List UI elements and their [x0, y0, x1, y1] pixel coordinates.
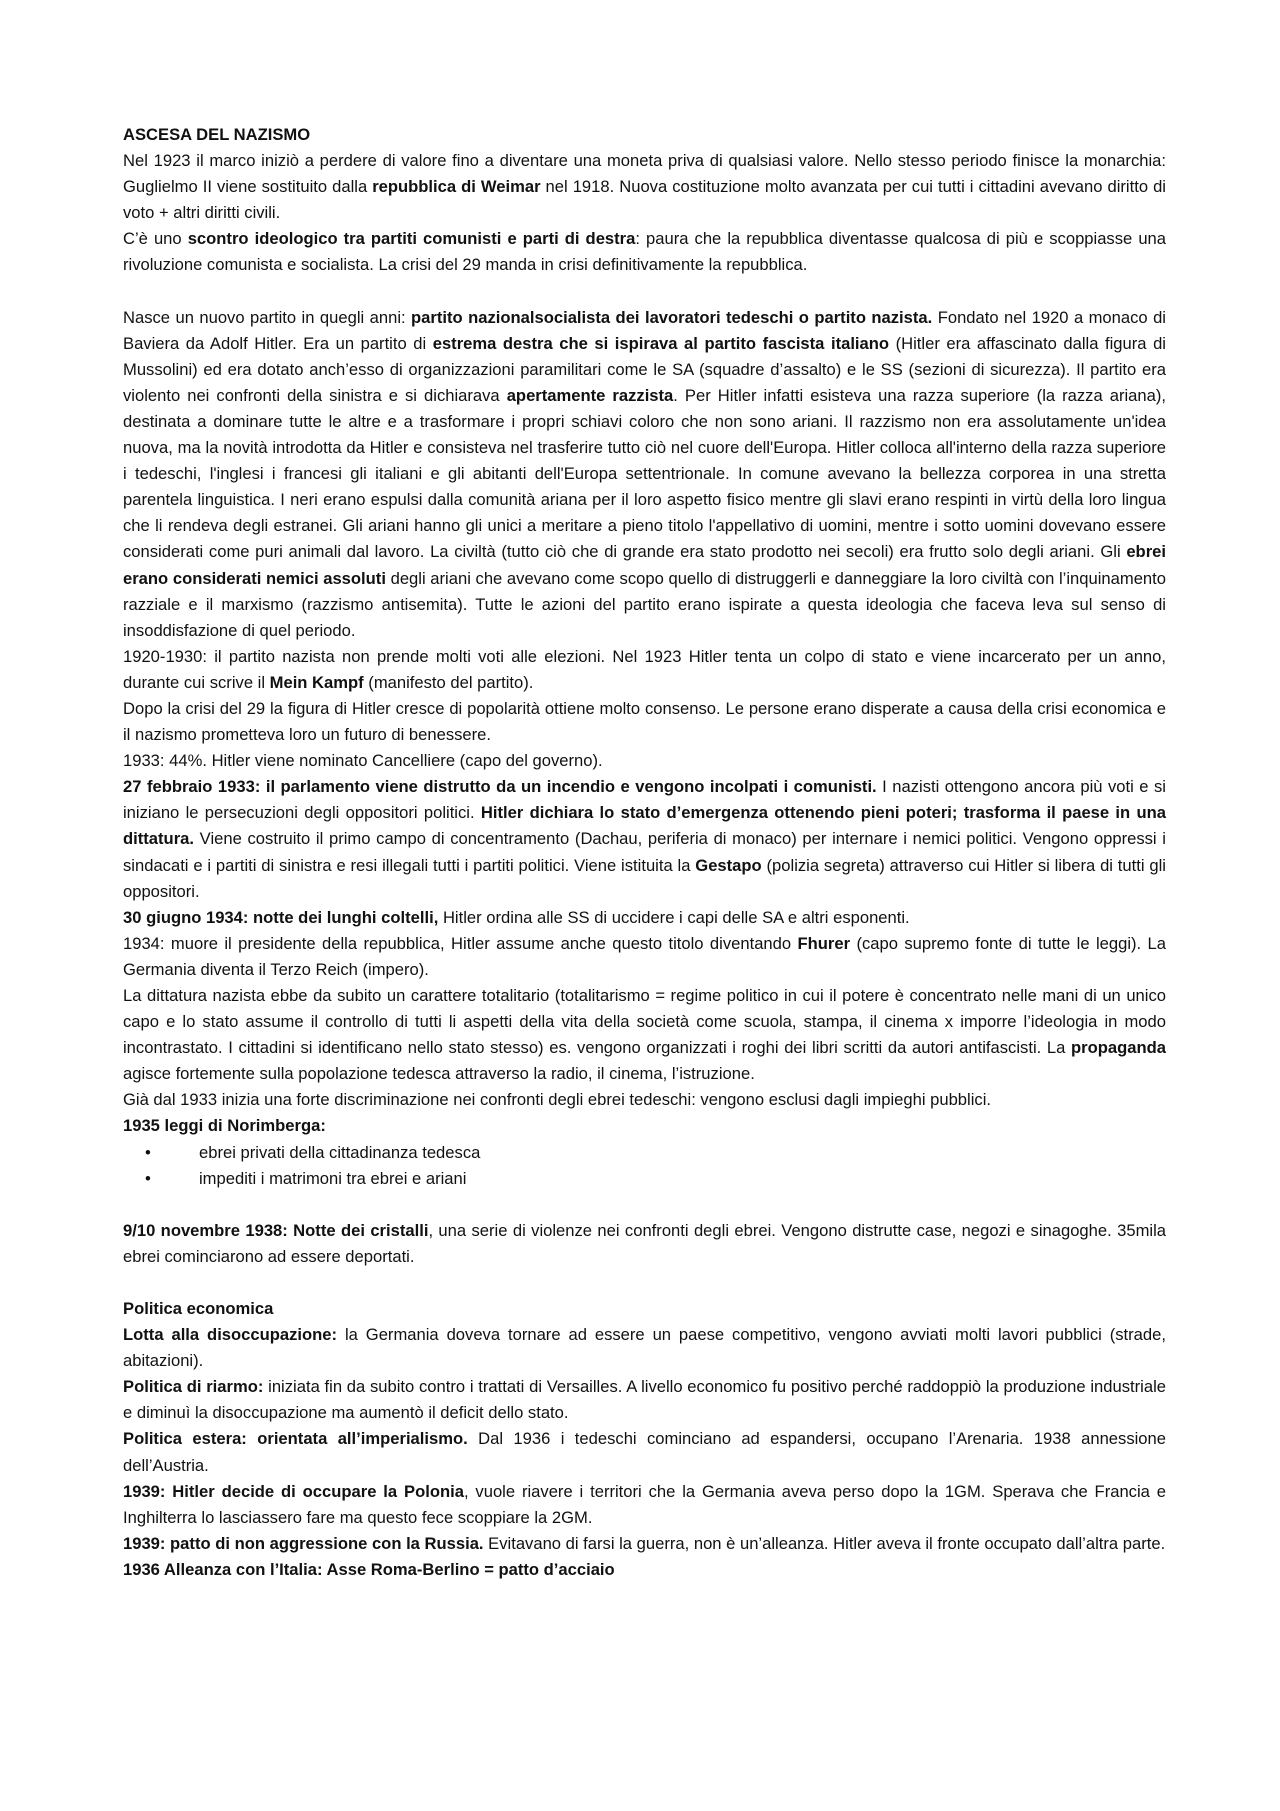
paragraph-pact-of-steel: 1936 Alleanza con l’Italia: Asse Roma-Berlino = patto d’acciaio [123, 1559, 615, 1579]
paragraph-unemployment: Lotta alla disoccupazione: la Germania doveva tornare ad essere un paese competitivo, vengono avviati molti lavori pubblici (strade, abitazioni). [123, 1325, 1166, 1371]
paragraph-discrimination: Già dal 1933 inizia una forte discriminazione nei confronti degli ebrei tedeschi: vengono esclusi dagli impieghi pubblici. [123, 1090, 991, 1110]
paragraph-ideological-clash: C’è uno scontro ideologico tra partiti comunisti e parti di destra: paura che la repubblica diventasse qualcosa di più e scoppiasse una rivoluzione comunista e socialista. La crisi del 29 manda in crisi definitivamente la repubblica. [123, 229, 1166, 275]
paragraph-nazi-party: Nasce un nuovo partito in quegli anni: partito nazionalsocialista dei lavoratori tedeschi o partito nazista. Fondato nel 1920 a monaco di Baviera da Adolf Hitler. Era un partito di estrema destra che si ispirava al partito fascista italiano (Hitler era affascinato dalla figura di Mussolini) ed era dotato anch’esso di organizzazioni paramilitari come le SA (squadre d’assalto) e le SS (sezioni di sicurezza). Il partito era violento nei confronti della sinistra e si dichiarava apertamente razzista. Per Hitler infatti esisteva una razza superiore (la razza ariana), destinata a dominare tutte le altre e a trasformare i propri schiavi coloro che non sono ariani. Il razzismo non era assolutamente un'idea nuova, ma la novità introdotta da Hitler e consisteva nel trasferire tutto ciò nel cuore dell'Europa. Hitler colloca all'interno della razza superiore i tedeschi, l'inglesi i francesi gli italiani e gli abitanti dell'Europa settentrionale. In comune avevano la bellezza corporea in una stretta parentela linguistica. I neri erano espulsi dalla comunità ariana per il loro aspetto fisico mentre gli slavi erano respinti in virtù della loro lingua che li rendeva degli estranei. Gli ariani hanno gli unici a meritare a pieno titolo l'appellativo di uomini, mentre i sotto uomini dovevano essere considerati come puri animali dal lavoro. La civiltà (tutto ciò che di grande era stato prodotto nei secoli) era frutto solo degli ariani. Gli ebrei erano considerati nemici assoluti degli ariani che avevano come scopo quello di distruggerli e danneggiare la loro civiltà con l’inquinamento razziale e il marxismo (razzismo antisemita). Tutte le azioni del partito erano ispirate a questa ideologia che faceva leva sul senso di insoddisfazione di quel periodo. [123, 307, 1167, 640]
paragraph-non-aggression-pact: 1939: patto di non aggressione con la Russia. Evitavano di farsi la guerra, non è un’alleanza. Hitler aveva il fronte occupato dall’altra parte. [123, 1533, 1166, 1553]
blank-line [123, 1192, 1166, 1218]
list-item: • ebrei privati della cittadinanza tedesca [123, 1140, 1166, 1166]
paragraph-fuhrer: 1934: muore il presidente della repubblica, Hitler assume anche questo titolo diventando Fhurer (capo supremo fonte di tutte le leggi). La Germania diventa il Terzo Reich (impero). [123, 933, 1166, 979]
heading-nuremberg-laws: 1935 leggi di Norimberga: [123, 1116, 326, 1136]
blank-line [123, 1270, 1166, 1296]
paragraph-poland: 1939: Hitler decide di occupare la Polonia, vuole riavere i territori che la Germania aveva perso dopo la 1GM. Sperava che Francia e Inghilterra lo lasciassero fare ma questo fece scoppiare la 2GM. [123, 1481, 1166, 1527]
paragraph-crisis-29: Dopo la crisi del 29 la figura di Hitler cresce di popolarità ottiene molto consenso. Le persone erano disperate a causa della crisi economica e il nazismo prometteva loro un futuro di benessere. [123, 698, 1166, 745]
nuremberg-laws-list [123, 1140, 1166, 1192]
paragraph-foreign-policy: Politica estera: orientata all’imperialismo. Dal 1936 i tedeschi cominciano ad espandersi, occupano l’Arenaria. 1938 annessione dell’Austria. [123, 1429, 1166, 1475]
paragraph-1933-chancellor: 1933: 44%. Hitler viene nominato Cancelliere (capo del governo). [123, 751, 603, 771]
blank-line [123, 279, 1166, 305]
section-title-economic-policy: Politica economica [123, 1298, 274, 1318]
paragraph-weimar: Nel 1923 il marco iniziò a perdere di valore fino a diventare una moneta priva di qualsiasi valore. Nello stesso periodo finisce la monarchia: Guglielmo II viene sostituito dalla repubblica di Weimar nel 1918. Nuova costituzione molto avanzata per cui tutti i cittadini avevano diritto di voto + altri diritti civili. [123, 151, 1166, 223]
document-title: ASCESA DEL NAZISMO [123, 125, 311, 144]
paragraph-reichstag-fire: 27 febbraio 1933: il parlamento viene distrutto da un incendio e vengono incolpati i comunisti. I nazisti ottengono ancora più voti e si iniziano le persecuzioni degli oppositori politici. Hitler dichiara lo stato d’emergenza ottenendo pieni poteri; trasforma il paese in una dittatura. Viene costruito il primo campo di concentramento (Dachau, periferia di monaco) per internare i nemici politici. Vengono oppressi i sindacati e i partiti di sinistra e resi illegali tutti i partiti politici. Viene istituita la Gestapo (polizia segreta) attraverso cui Hitler si libera di tutti gli oppositori. [123, 777, 1166, 901]
document-page [123, 122, 1166, 1583]
bullet-icon: • [145, 1168, 151, 1188]
paragraph-kristallnacht: 9/10 novembre 1938: Notte dei cristalli, una serie di violenze nei confronti degli ebrei. Vengono distrutte case, negozi e sinagoghe. 35mila ebrei cominciarono ad essere deportati. [123, 1220, 1166, 1266]
paragraph-totalitarianism: La dittatura nazista ebbe da subito un carattere totalitario (totalitarismo = regime politico in cui il potere è concentrato nelle mani di un unico capo e lo stato assume il controllo di tutti li aspetti della vita della società come scuola, stampa, il cinema x imporre l’ideologia in modo incontrastato. I cittadini si identificano nello stato stesso) es. vengono organizzati i roghi dei libri scritti da autori antifascisti. La propaganda agisce fortemente sulla popolazione tedesca attraverso la radio, il cinema, l’istruzione. [123, 986, 1166, 1084]
paragraph-long-knives: 30 giugno 1934: notte dei lunghi coltelli, Hitler ordina alle SS di uccidere i capi delle SA e altri esponenti. [123, 907, 910, 927]
list-item: • impediti i matrimoni tra ebrei e ariani [123, 1166, 1166, 1192]
paragraph-1920-1930: 1920-1930: il partito nazista non prende molti voti alle elezioni. Nel 1923 Hitler tenta un colpo di stato e viene incarcerato per un anno, durante cui scrive il Mein Kampf (manifesto del partito). [123, 646, 1166, 692]
paragraph-rearmament: Politica di riarmo: iniziata fin da subito contro i trattati di Versailles. A livello economico fu positivo perché raddoppiò la produzione industriale e diminuì la disoccupazione ma aumentò il deficit dello stato. [123, 1377, 1166, 1423]
bullet-icon: • [145, 1142, 151, 1162]
